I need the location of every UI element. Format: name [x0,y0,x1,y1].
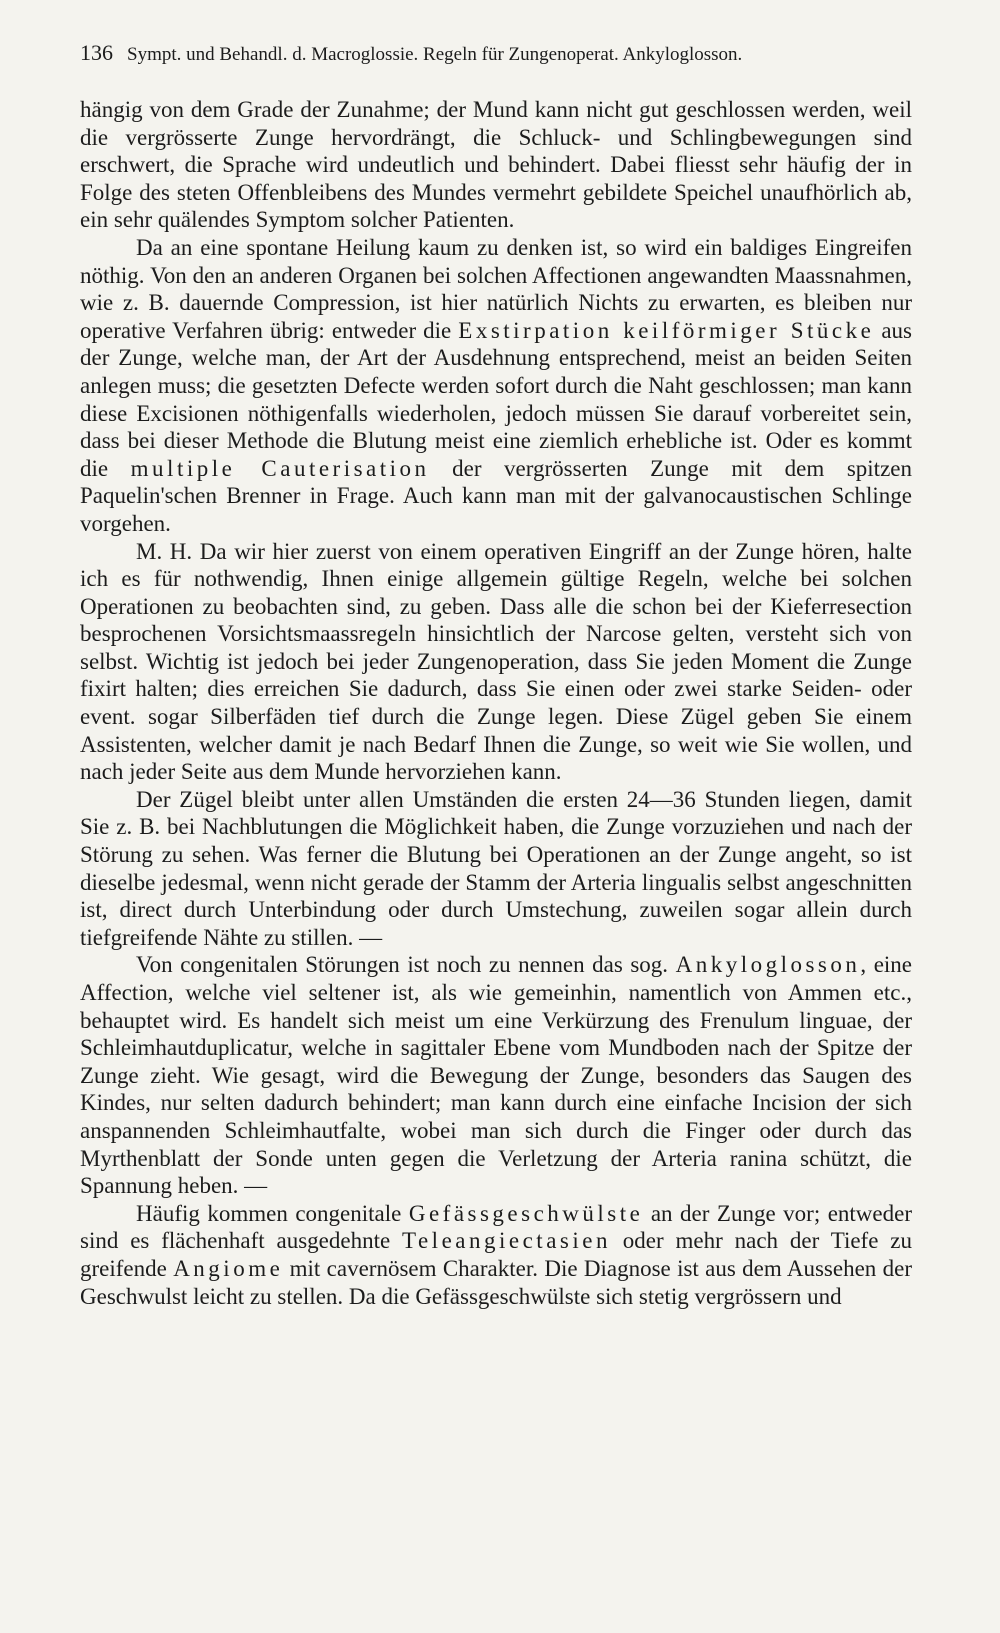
spaced-emphasis: Teleangiectasien [402,1228,611,1254]
paragraph [80,951,912,1199]
text-run: aus der Zunge, welche man, der Art der Ausdehnung entsprechend, meist an beiden Seiten anlegen muss; die gesetzten Defecte werden sofort durch die Naht geschlossen; man kann diese Excisionen nöthigenfalls wiederholen, jedoch müssen Sie darauf vorbereitet sein, dass bei dieser Methode die Blutung meist eine ziemlich erhebliche ist. Oder es kommt die [80,317,912,481]
text-run: Da an eine spontane Heilung kaum zu denken ist, so wird ein baldiges Eingreifen nöthig. Von den an anderen Organen bei solchen Affectionen angewandten Maassnahmen, wie z. B. dauernde Compression, ist hier natürlich Nichts zu erwarten, es bleiben nur operative Verfahren übrig: entweder die [80,234,912,343]
running-title: Sympt. und Behandl. d. Macroglossie. Regeln für Zungenoperat. Ankyloglosson. [127,44,743,65]
spaced-emphasis: Exstirpation keilförmiger Stücke [458,317,875,343]
text-run: oder mehr nach der Tiefe zu greifende [80,1228,912,1281]
spaced-emphasis: Gefässgeschwülste [408,1200,644,1226]
spaced-emphasis: multiple Cauterisation [130,455,430,481]
page-number: 136 [80,40,113,65]
spaced-emphasis: Ankyloglosson [675,952,861,978]
spaced-emphasis: Angiome [173,1255,284,1281]
text-run: hängig von dem Grade der Zunahme; der Mund kann nicht gut geschlossen werden, weil die vergrösserte Zunge hervordrängt, die Schluck- und Schlingbewegungen sind erschwert, die Sprache wird undeutlich und behindert. Dabei fliesst sehr häufig der in Folge des steten Offenbleibens des Mundes vermehrt gebildete Speichel unaufhörlich ab, ein sehr quälendes Symptom solcher Patienten. [80,97,912,233]
paragraph [80,234,912,538]
paragraph [80,786,912,952]
running-head [80,40,912,66]
text-run: Häufig kommen congenitale [136,1200,409,1226]
text-run: der vergrösserten Zunge mit dem spitzen Paquelin'schen Brenner in Frage. Auch kann man mit der galvanocaustischen Schlinge vorgehen. [80,455,912,536]
text-run: , eine Affection, welche viel seltener ist, als wie gemeinhin, namentlich von Ammen etc., behauptet wird. Es handelt sich meist um eine Verkürzung des Frenulum linguae, der Schleimhautduplicatur, welche in sagittaler Ebene vom Mundboden nach der Spitze der Zunge zieht. Wie gesagt, wird die Bewegung der Zunge, besonders das Saugen des Kindes, nur selten dadurch behindert; man kann durch eine einfache Incision der sich anspannenden Schleimhautfalte, wobei man sich durch die Finger oder durch das Myrthenblatt der Sonde unten gegen die Verletzung der Arteria ranina schützt, die Spannung heben. — [80,952,912,1199]
body-text [80,96,912,1310]
text-run: mit cavernösem Charakter. Die Diagnose ist aus dem Aussehen der Geschwulst leicht zu stellen. Da die Gefässgeschwülste sich stetig vergrössern und [80,1255,912,1309]
text-run: an der Zunge vor; entweder sind es flächenhaft ausgedehnte [80,1200,912,1254]
text-run: Von congenitalen Störungen ist noch zu nennen das sog. [136,952,676,978]
paragraph [80,96,912,234]
text-run: Der Zügel bleibt unter allen Umständen die ersten 24—36 Stunden liegen, damit Sie z. B. bei Nachblutungen die Möglichkeit haben, die Zunge vorzuziehen und nach der Störung zu sehen. Was ferner die Blutung bei Operationen an der Zunge angeht, so ist dieselbe jedesmal, wenn nicht gerade der Stamm der Arteria lingualis selbst angeschnitten ist, direct durch Unterbindung oder durch Umstechung, zuweilen sogar allein durch tiefgreifende Nähte zu stillen. — [80,786,912,950]
paragraph [80,1200,912,1310]
text-run: M. H. Da wir hier zuerst von einem operativen Eingriff an der Zunge hören, halte ich es für nothwendig, Ihnen einige allgemein gültige Regeln, welche bei solchen Operationen zu beobachten sind, zu geben. Dass alle die schon bei der Kieferresection besprochenen Vorsichtsmaassregeln hinsichtlich der Narcose gelten, versteht sich von selbst. Wichtig ist jedoch bei jeder Zungenoperation, dass Sie jeden Moment die Zunge fixirt halten; dies erreichen Sie dadurch, dass Sie einen oder zwei starke Seiden- oder event. sogar Silberfäden tief durch die Zunge legen. Diese Zügel geben Sie einem Assistenten, welcher damit je nach Bedarf Ihnen die Zunge, so weit wie Sie wollen, und nach jeder Seite aus dem Munde hervorziehen kann. [80,538,912,785]
paragraph [80,538,912,786]
